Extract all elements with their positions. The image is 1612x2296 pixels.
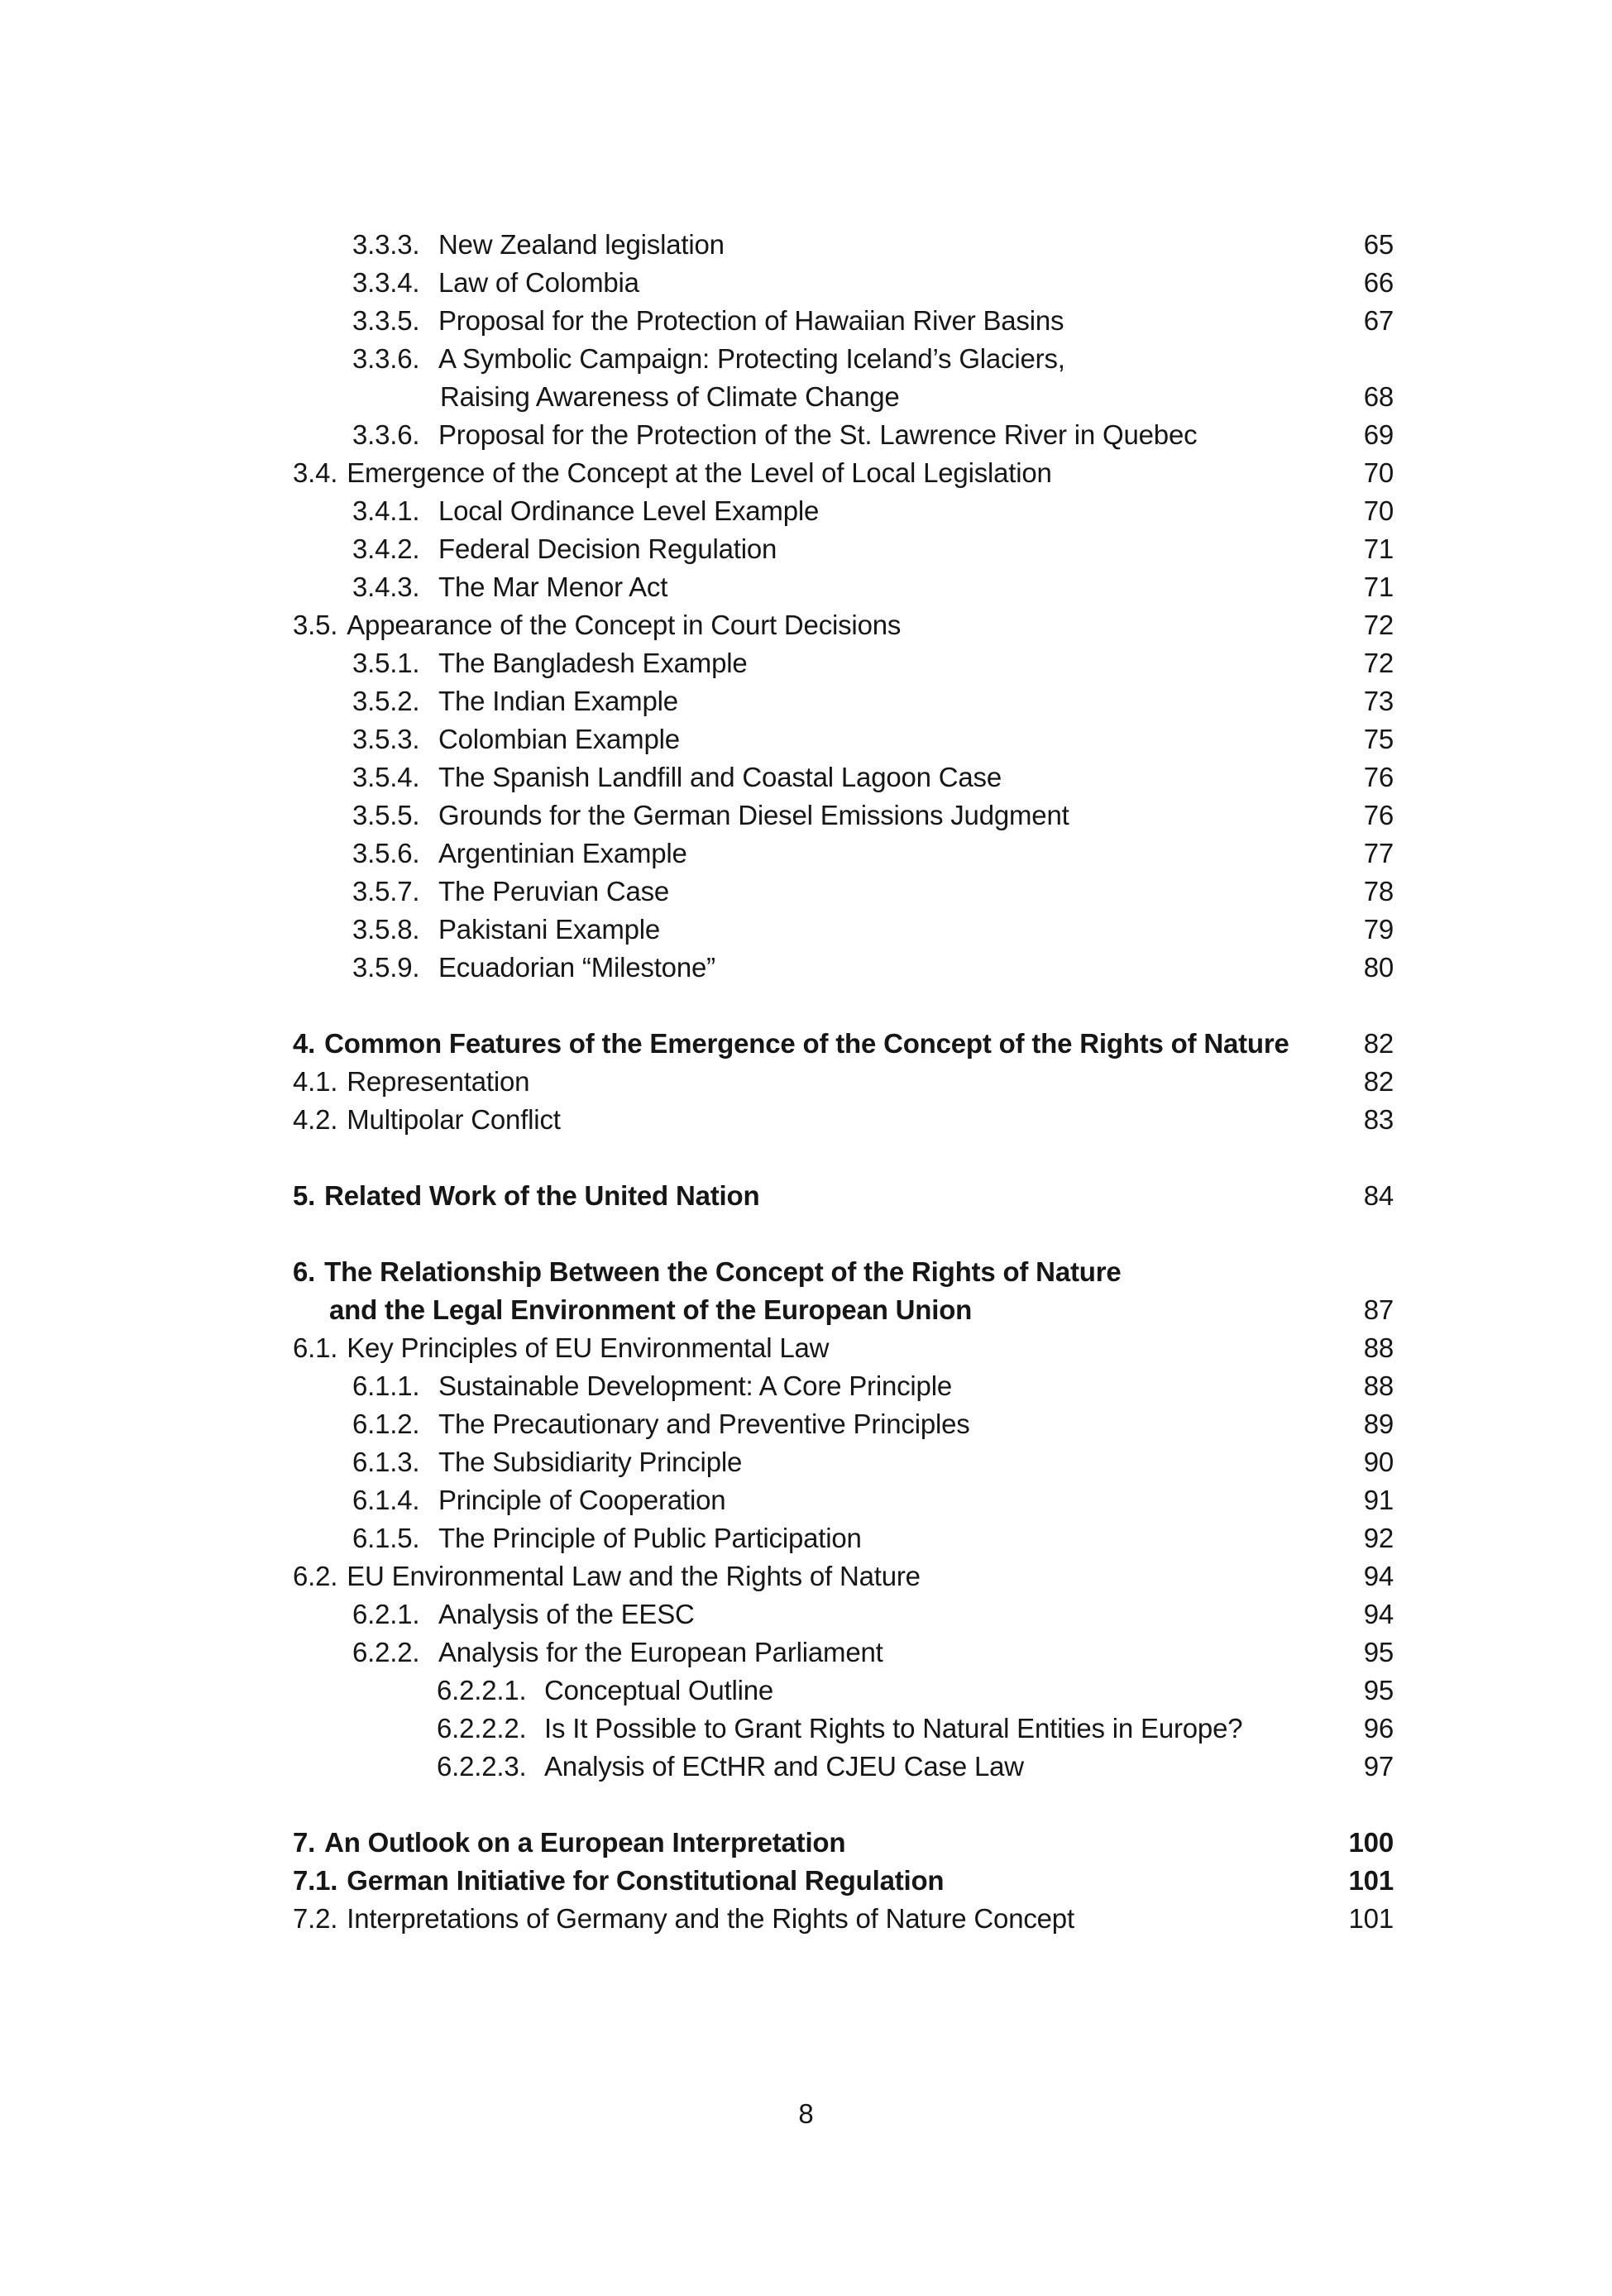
page-number: 68 xyxy=(1363,381,1394,412)
toc-entry xyxy=(293,1672,1394,1710)
section-number: 6.2.2. xyxy=(352,1637,420,1667)
toc-entry xyxy=(293,1519,1394,1557)
section-number: 6. xyxy=(293,1256,316,1287)
toc-heading-entry xyxy=(293,1862,1394,1900)
section-title: Principle of Cooperation xyxy=(438,1485,726,1515)
section-title: Appearance of the Concept in Court Decisions xyxy=(347,610,902,640)
toc-entry xyxy=(293,454,1394,492)
page-number: 84 xyxy=(1363,1180,1394,1211)
section-number: 3.5.2. xyxy=(352,686,420,716)
section-number: 4. xyxy=(293,1028,316,1059)
section-number: 3.3.6. xyxy=(352,343,420,374)
toc-entry xyxy=(293,682,1394,720)
toc-entry xyxy=(293,1443,1394,1481)
toc-entry xyxy=(293,416,1394,454)
toc-heading-entry xyxy=(293,1291,1394,1329)
section-number: 3.4.3. xyxy=(352,572,420,602)
section-title: Common Features of the Emergence of the Concept of the Rights of Nature xyxy=(324,1028,1289,1059)
page-number: 101 xyxy=(1348,1903,1394,1934)
section-title: A Symbolic Campaign: Protecting Iceland’s Glaciers, xyxy=(438,343,1065,374)
toc-entry xyxy=(293,1748,1394,1786)
page-number: 95 xyxy=(1363,1637,1394,1667)
section-number: 6.2.1. xyxy=(352,1599,420,1629)
section-number: 3.5.4. xyxy=(352,762,420,792)
page-number: 71 xyxy=(1363,572,1394,602)
page-number: 96 xyxy=(1363,1713,1394,1744)
toc-heading-entry xyxy=(293,1025,1394,1063)
section-title: New Zealand legislation xyxy=(438,229,725,260)
toc-entry xyxy=(293,606,1394,644)
toc-entry xyxy=(293,911,1394,949)
section-title: Emergence of the Concept at the Level of Local Legislation xyxy=(347,457,1052,488)
section-title: Ecuadorian “Milestone” xyxy=(438,952,715,983)
toc-entry xyxy=(293,1101,1394,1139)
toc-list xyxy=(293,226,1394,1938)
page-number: 71 xyxy=(1363,533,1394,564)
page-number: 88 xyxy=(1363,1332,1394,1363)
section-title: Sustainable Development: A Core Principle xyxy=(438,1370,952,1401)
toc-entry xyxy=(293,1481,1394,1519)
toc-entry xyxy=(293,264,1394,302)
section-title: An Outlook on a European Interpretation xyxy=(324,1827,846,1858)
section-number: 3.4.1. xyxy=(352,495,420,526)
section-title: Proposal for the Protection of Hawaiian River Basins xyxy=(438,305,1064,336)
section-title: The Bangladesh Example xyxy=(438,648,748,678)
section-number: 3.3.6. xyxy=(352,419,420,450)
page-number: 92 xyxy=(1363,1523,1394,1553)
toc-entry xyxy=(293,1900,1394,1938)
page-number: 72 xyxy=(1363,648,1394,678)
page-number: 67 xyxy=(1363,305,1394,336)
section-number: 4.2. xyxy=(293,1104,338,1135)
page-number: 65 xyxy=(1363,229,1394,260)
section-number: 6.2.2.2. xyxy=(437,1713,527,1744)
section-number: 3.5.5. xyxy=(352,800,420,830)
section-number: 3.4.2. xyxy=(352,533,420,564)
section-number: 6.2. xyxy=(293,1561,338,1591)
toc-entry xyxy=(293,1634,1394,1672)
section-title: The Relationship Between the Concept of the Rights of Nature xyxy=(324,1256,1122,1287)
section-title: The Indian Example xyxy=(438,686,678,716)
toc-entry xyxy=(293,949,1394,987)
section-title: Conceptual Outline xyxy=(544,1675,774,1705)
section-number: 3.5.1. xyxy=(352,648,420,678)
section-number: 3.5.3. xyxy=(352,724,420,754)
toc-heading-entry xyxy=(293,1824,1394,1862)
section-number: 6.1.4. xyxy=(352,1485,420,1515)
section-number: 6.1.3. xyxy=(352,1447,420,1477)
section-number: 7.2. xyxy=(293,1903,338,1934)
section-number: 3.3.4. xyxy=(352,267,420,298)
page-number: 75 xyxy=(1363,724,1394,754)
section-number: 3.5.7. xyxy=(352,876,420,906)
section-title: Argentinian Example xyxy=(438,838,687,868)
section-title: The Subsidiarity Principle xyxy=(438,1447,743,1477)
toc-entry xyxy=(293,530,1394,568)
toc-entry xyxy=(293,302,1394,340)
toc-section-gap xyxy=(293,1786,1394,1824)
section-title: Law of Colombia xyxy=(438,267,639,298)
toc-entry xyxy=(293,378,1394,416)
section-title: Analysis of ECtHR and CJEU Case Law xyxy=(544,1751,1024,1782)
toc-section-gap xyxy=(293,987,1394,1025)
section-title: The Spanish Landfill and Coastal Lagoon Case xyxy=(438,762,1002,792)
toc-entry xyxy=(293,1710,1394,1748)
toc-entry xyxy=(293,568,1394,606)
page-number: 91 xyxy=(1363,1485,1394,1515)
page-number: 88 xyxy=(1363,1370,1394,1401)
page-number: 101 xyxy=(1348,1865,1394,1896)
page-number: 70 xyxy=(1363,457,1394,488)
section-number: 6.1.2. xyxy=(352,1409,420,1439)
section-number: 6.1.5. xyxy=(352,1523,420,1553)
section-title: The Mar Menor Act xyxy=(438,572,668,602)
section-number: 7. xyxy=(293,1827,316,1858)
section-number: 3.5.6. xyxy=(352,838,420,868)
section-title: Analysis for the European Parliament xyxy=(438,1637,883,1667)
toc-heading-entry xyxy=(293,1177,1394,1215)
section-title: Representation xyxy=(347,1066,530,1097)
page-number: 77 xyxy=(1363,838,1394,868)
page-number: 89 xyxy=(1363,1409,1394,1439)
page-number: 73 xyxy=(1363,686,1394,716)
section-number: 5. xyxy=(293,1180,316,1211)
page-number: 72 xyxy=(1363,610,1394,640)
section-number: 7.1. xyxy=(293,1865,338,1896)
page-number: 82 xyxy=(1363,1028,1394,1059)
section-number: 3.3.5. xyxy=(352,305,420,336)
section-title: Pakistani Example xyxy=(438,914,661,945)
section-number: 6.1. xyxy=(293,1332,338,1363)
section-title: Proposal for the Protection of the St. Lawrence River in Quebec xyxy=(438,419,1198,450)
toc-entry xyxy=(293,1329,1394,1367)
section-number: 3.5.8. xyxy=(352,914,420,945)
section-number: 3.3.3. xyxy=(352,229,420,260)
section-title: Local Ordinance Level Example xyxy=(438,495,820,526)
page-number: 97 xyxy=(1363,1751,1394,1782)
section-title: German Initiative for Constitutional Regulation xyxy=(347,1865,945,1896)
section-title: The Principle of Public Participation xyxy=(438,1523,862,1553)
section-title: Analysis of the EESC xyxy=(438,1599,695,1629)
page-footer-number: 8 xyxy=(798,2098,814,2129)
page-footer xyxy=(0,2095,1612,2133)
section-title: Related Work of the United Nation xyxy=(324,1180,760,1211)
page-number: 83 xyxy=(1363,1104,1394,1135)
section-number: 4.1. xyxy=(293,1066,338,1097)
section-title: The Peruvian Case xyxy=(438,876,670,906)
toc-entry xyxy=(293,1405,1394,1443)
page-number: 82 xyxy=(1363,1066,1394,1097)
toc-entry xyxy=(293,1063,1394,1101)
section-number: 6.2.2.3. xyxy=(437,1751,527,1782)
page-number: 100 xyxy=(1348,1827,1394,1858)
page-number: 90 xyxy=(1363,1447,1394,1477)
toc-heading-entry xyxy=(293,1253,1394,1291)
page-number: 87 xyxy=(1363,1294,1394,1325)
section-title: Federal Decision Regulation xyxy=(438,533,777,564)
section-title: Is It Possible to Grant Rights to Natural Entities in Europe? xyxy=(544,1713,1243,1744)
page-number: 79 xyxy=(1363,914,1394,945)
toc-entry xyxy=(293,1367,1394,1405)
section-title: EU Environmental Law and the Rights of Nature xyxy=(347,1561,921,1591)
toc-entry xyxy=(293,492,1394,530)
page-number: 94 xyxy=(1363,1561,1394,1591)
toc-section-gap xyxy=(293,1215,1394,1253)
section-title: Key Principles of EU Environmental Law xyxy=(347,1332,830,1363)
section-number: 6.1.1. xyxy=(352,1370,420,1401)
section-number: 6.2.2.1. xyxy=(437,1675,527,1705)
page-number: 78 xyxy=(1363,876,1394,906)
page-number: 95 xyxy=(1363,1675,1394,1705)
toc-entry xyxy=(293,758,1394,796)
section-number: 3.4. xyxy=(293,457,338,488)
toc-entry xyxy=(293,720,1394,758)
toc-entry xyxy=(293,1557,1394,1595)
page-number: 76 xyxy=(1363,800,1394,830)
section-title: Multipolar Conflict xyxy=(347,1104,561,1135)
section-title: Interpretations of Germany and the Rights of Nature Concept xyxy=(347,1903,1074,1934)
page-number: 66 xyxy=(1363,267,1394,298)
page-number: 76 xyxy=(1363,762,1394,792)
toc-entry xyxy=(293,835,1394,873)
toc-entry xyxy=(293,340,1394,378)
toc-entry xyxy=(293,1595,1394,1634)
section-number: 3.5. xyxy=(293,610,338,640)
page-number: 70 xyxy=(1363,495,1394,526)
page-number: 94 xyxy=(1363,1599,1394,1629)
section-title: Colombian Example xyxy=(438,724,680,754)
toc-section-gap xyxy=(293,1139,1394,1177)
toc-entry xyxy=(293,226,1394,264)
section-title: Raising Awareness of Climate Change xyxy=(440,381,900,412)
page-number: 80 xyxy=(1363,952,1394,983)
toc-entry xyxy=(293,644,1394,682)
toc-entry xyxy=(293,796,1394,835)
section-title: The Precautionary and Preventive Principles xyxy=(438,1409,970,1439)
page-number: 69 xyxy=(1363,419,1394,450)
section-title: and the Legal Environment of the European Union xyxy=(329,1294,973,1325)
toc-entry xyxy=(293,873,1394,911)
section-number: 3.5.9. xyxy=(352,952,420,983)
section-title: Grounds for the German Diesel Emissions Judgment xyxy=(438,800,1069,830)
